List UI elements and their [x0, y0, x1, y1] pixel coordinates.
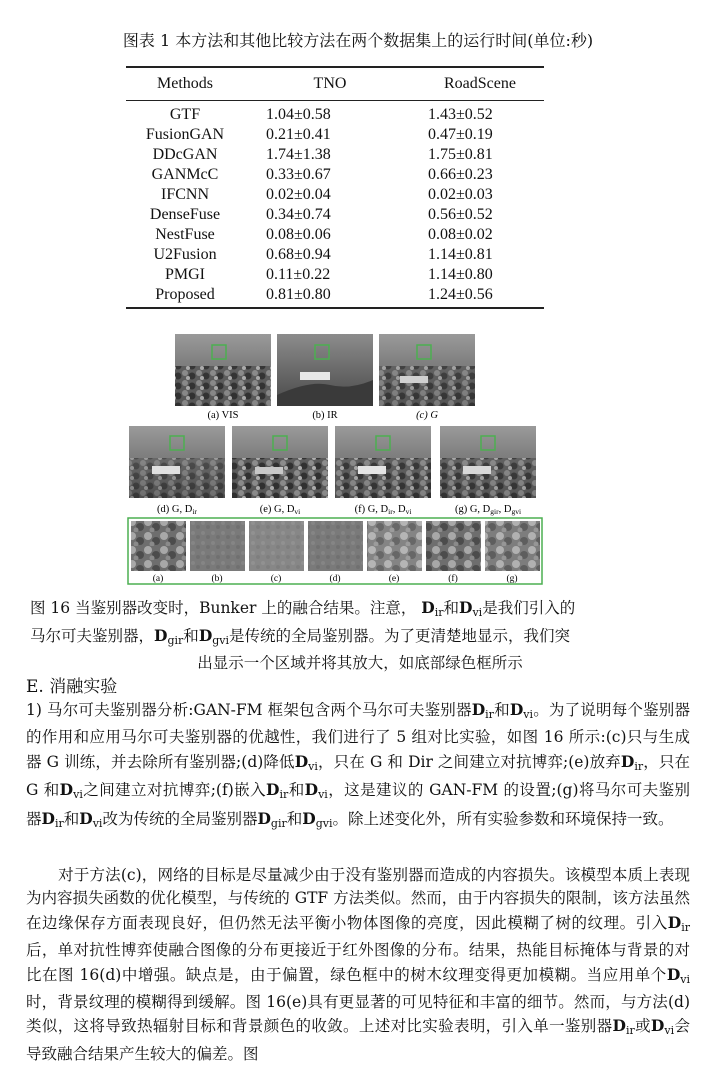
table-caption: 图表 1 本方法和其他比较方法在两个数据集上的运行时间(单位:秒) [122, 31, 594, 50]
label-f: (f) G, Dir, Dvi [354, 504, 412, 516]
panel-f [335, 426, 431, 498]
cell-method: Proposed [126, 285, 244, 308]
header-methods: Methods [126, 67, 244, 101]
paragraph-1: 1) 马尔可夫鉴别器分析:GAN-FM 框架包含两个马尔可夫鉴别器$D_{ir}$和$D_{vi}$。为了说明每个鉴别器的作用和应用马尔可夫鉴别器的优越性，我们进行了 5 组对比实验，如图 16 所示:(c)只与生成器 G 训练，并去除所有鉴别器;(d)降低$D_{vi}$，只在 G 和 Dir 之间建立对抗博弈;(e)放弃$D_{ir}$，只在 G 和$D_{vi}$之间建立对抗博弈;(f)嵌入$D_{ir}$和$D_{vi}$，这是建议的 GAN-FM 的设置;(g)将马尔可夫鉴别器$D_{ir}$和$D_{vi}$改为传统的全局鉴别器$D_{gir}$和$D_{gvi}$。除上述变化外，所有实验参数和环境保持一致。 [26, 700, 690, 830]
panel-e [232, 426, 328, 498]
panel-g [440, 426, 536, 498]
thermal-target-icon [300, 372, 330, 380]
label-d: (d) G, Dir [157, 504, 197, 516]
zoom-strip [128, 518, 542, 584]
cell-roadscene: 1.75±0.81 [428, 146, 493, 163]
cell-roadscene: 1.14±0.80 [428, 266, 493, 283]
cell-roadscene: 1.43±0.52 [428, 106, 493, 123]
label-b: (b) IR [312, 410, 338, 421]
zoom-label-f: (f) [448, 574, 458, 584]
label-c: (c) G [416, 410, 438, 421]
cell-roadscene: 1.24±0.56 [416, 285, 544, 308]
cell-tno: 0.81±0.80 [244, 285, 416, 308]
cell-roadscene: 0.02±0.03 [428, 186, 493, 203]
cell-roadscene: 0.56±0.52 [428, 206, 493, 223]
cell-tno: 0.11±0.22 [266, 266, 331, 283]
cell-method: NestFuse [155, 226, 215, 243]
zoom-label-e: (e) [388, 574, 400, 584]
cell-tno: 0.21±0.41 [266, 126, 331, 143]
label-g: (g) G, Dgir, Dgvi [454, 504, 522, 516]
label-a: (a) VIS [207, 410, 239, 421]
panel-c-g [379, 334, 475, 406]
cell-tno: 0.08±0.06 [266, 226, 331, 243]
cell-tno: 1.74±1.38 [266, 146, 331, 163]
zoom-label-a: (a) [152, 574, 164, 584]
cell-method: DDcGAN [152, 146, 218, 163]
panel-b-ir [277, 334, 373, 406]
header-roadscene: RoadScene [416, 67, 544, 101]
cell-tno: 1.04±0.58 [266, 106, 331, 123]
cell-tno: 0.68±0.94 [266, 246, 331, 263]
thermal-target-icon [400, 376, 428, 383]
panel-d [129, 426, 225, 498]
cell-roadscene: 0.47±0.19 [428, 126, 493, 143]
panel-a-vis [175, 334, 271, 406]
zoom-label-c: (c) [270, 574, 282, 584]
cell-method: FusionGAN [145, 126, 225, 143]
figure-caption: 图 16 当鉴别器改变时，Bunker 上的融合结果。注意， $D_{ir}$和$D_{vi}$是我们引入的 马尔可夫鉴别器，$D_{gir}$和$D_{gvi}$是传统的全局鉴别器。为了更清楚地显示，我们突 出显示一个区域并将其放大，如底部绿色框所示 [30, 598, 576, 672]
cell-roadscene: 0.66±0.23 [428, 166, 493, 183]
section-heading: E. 消融实验 [26, 677, 118, 697]
header-tno: TNO [244, 67, 416, 101]
zoom-label-b: (b) [211, 574, 223, 584]
cell-method: U2Fusion [153, 246, 217, 263]
label-e: (e) G, Dvi [259, 504, 301, 516]
cell-method: PMGI [164, 266, 205, 283]
cell-tno: 0.02±0.04 [266, 186, 331, 203]
cell-tno: 0.34±0.74 [266, 206, 331, 223]
cell-roadscene: 0.08±0.02 [428, 226, 493, 243]
cell-roadscene: 1.14±0.81 [428, 246, 493, 263]
zoom-label-g: (g) [506, 574, 518, 584]
cell-method: IFCNN [160, 186, 209, 203]
cell-tno: 0.33±0.67 [266, 166, 331, 183]
cell-method: GANMcC [151, 166, 219, 183]
paragraph-2: 对于方法(c)，网络的目标是尽量减少由于没有鉴别器而造成的内容损失。该模型本质上表现为内容损失函数的优化模型，与传统的 GTF 方法类似。然而，由于内容损失的限制，该方法虽然在边缘保存方面表现良好，但仍然无法平衡小物体图像的亮度，因此模糊了树的纹理。引入$D_{ir}$后，单对抗性博弈使融合图像的分布更接近于红外图像的分布。结果，热能目标掩体与背景的对比在图 16(d)中增强。缺点是，由于偏置，绿色框中的树木纹理变得更加模糊。当应用单个$D_{vi}$时，背景纹理的模糊得到缓解。图 16(e)具有更显著的可见特征和丰富的细节。然而，与方法(d)类似，这将导致热辐射目标和背景颜色的收敛。上述对比实验表明，引入单一鉴别器$D_{ir}$或$D_{vi}$会导致融合结果产生较大的偏差。图 [26, 866, 690, 1063]
zoom-label-d: (d) [329, 574, 341, 584]
cell-method: DenseFuse [149, 206, 221, 223]
cell-method: GTF [169, 106, 201, 123]
